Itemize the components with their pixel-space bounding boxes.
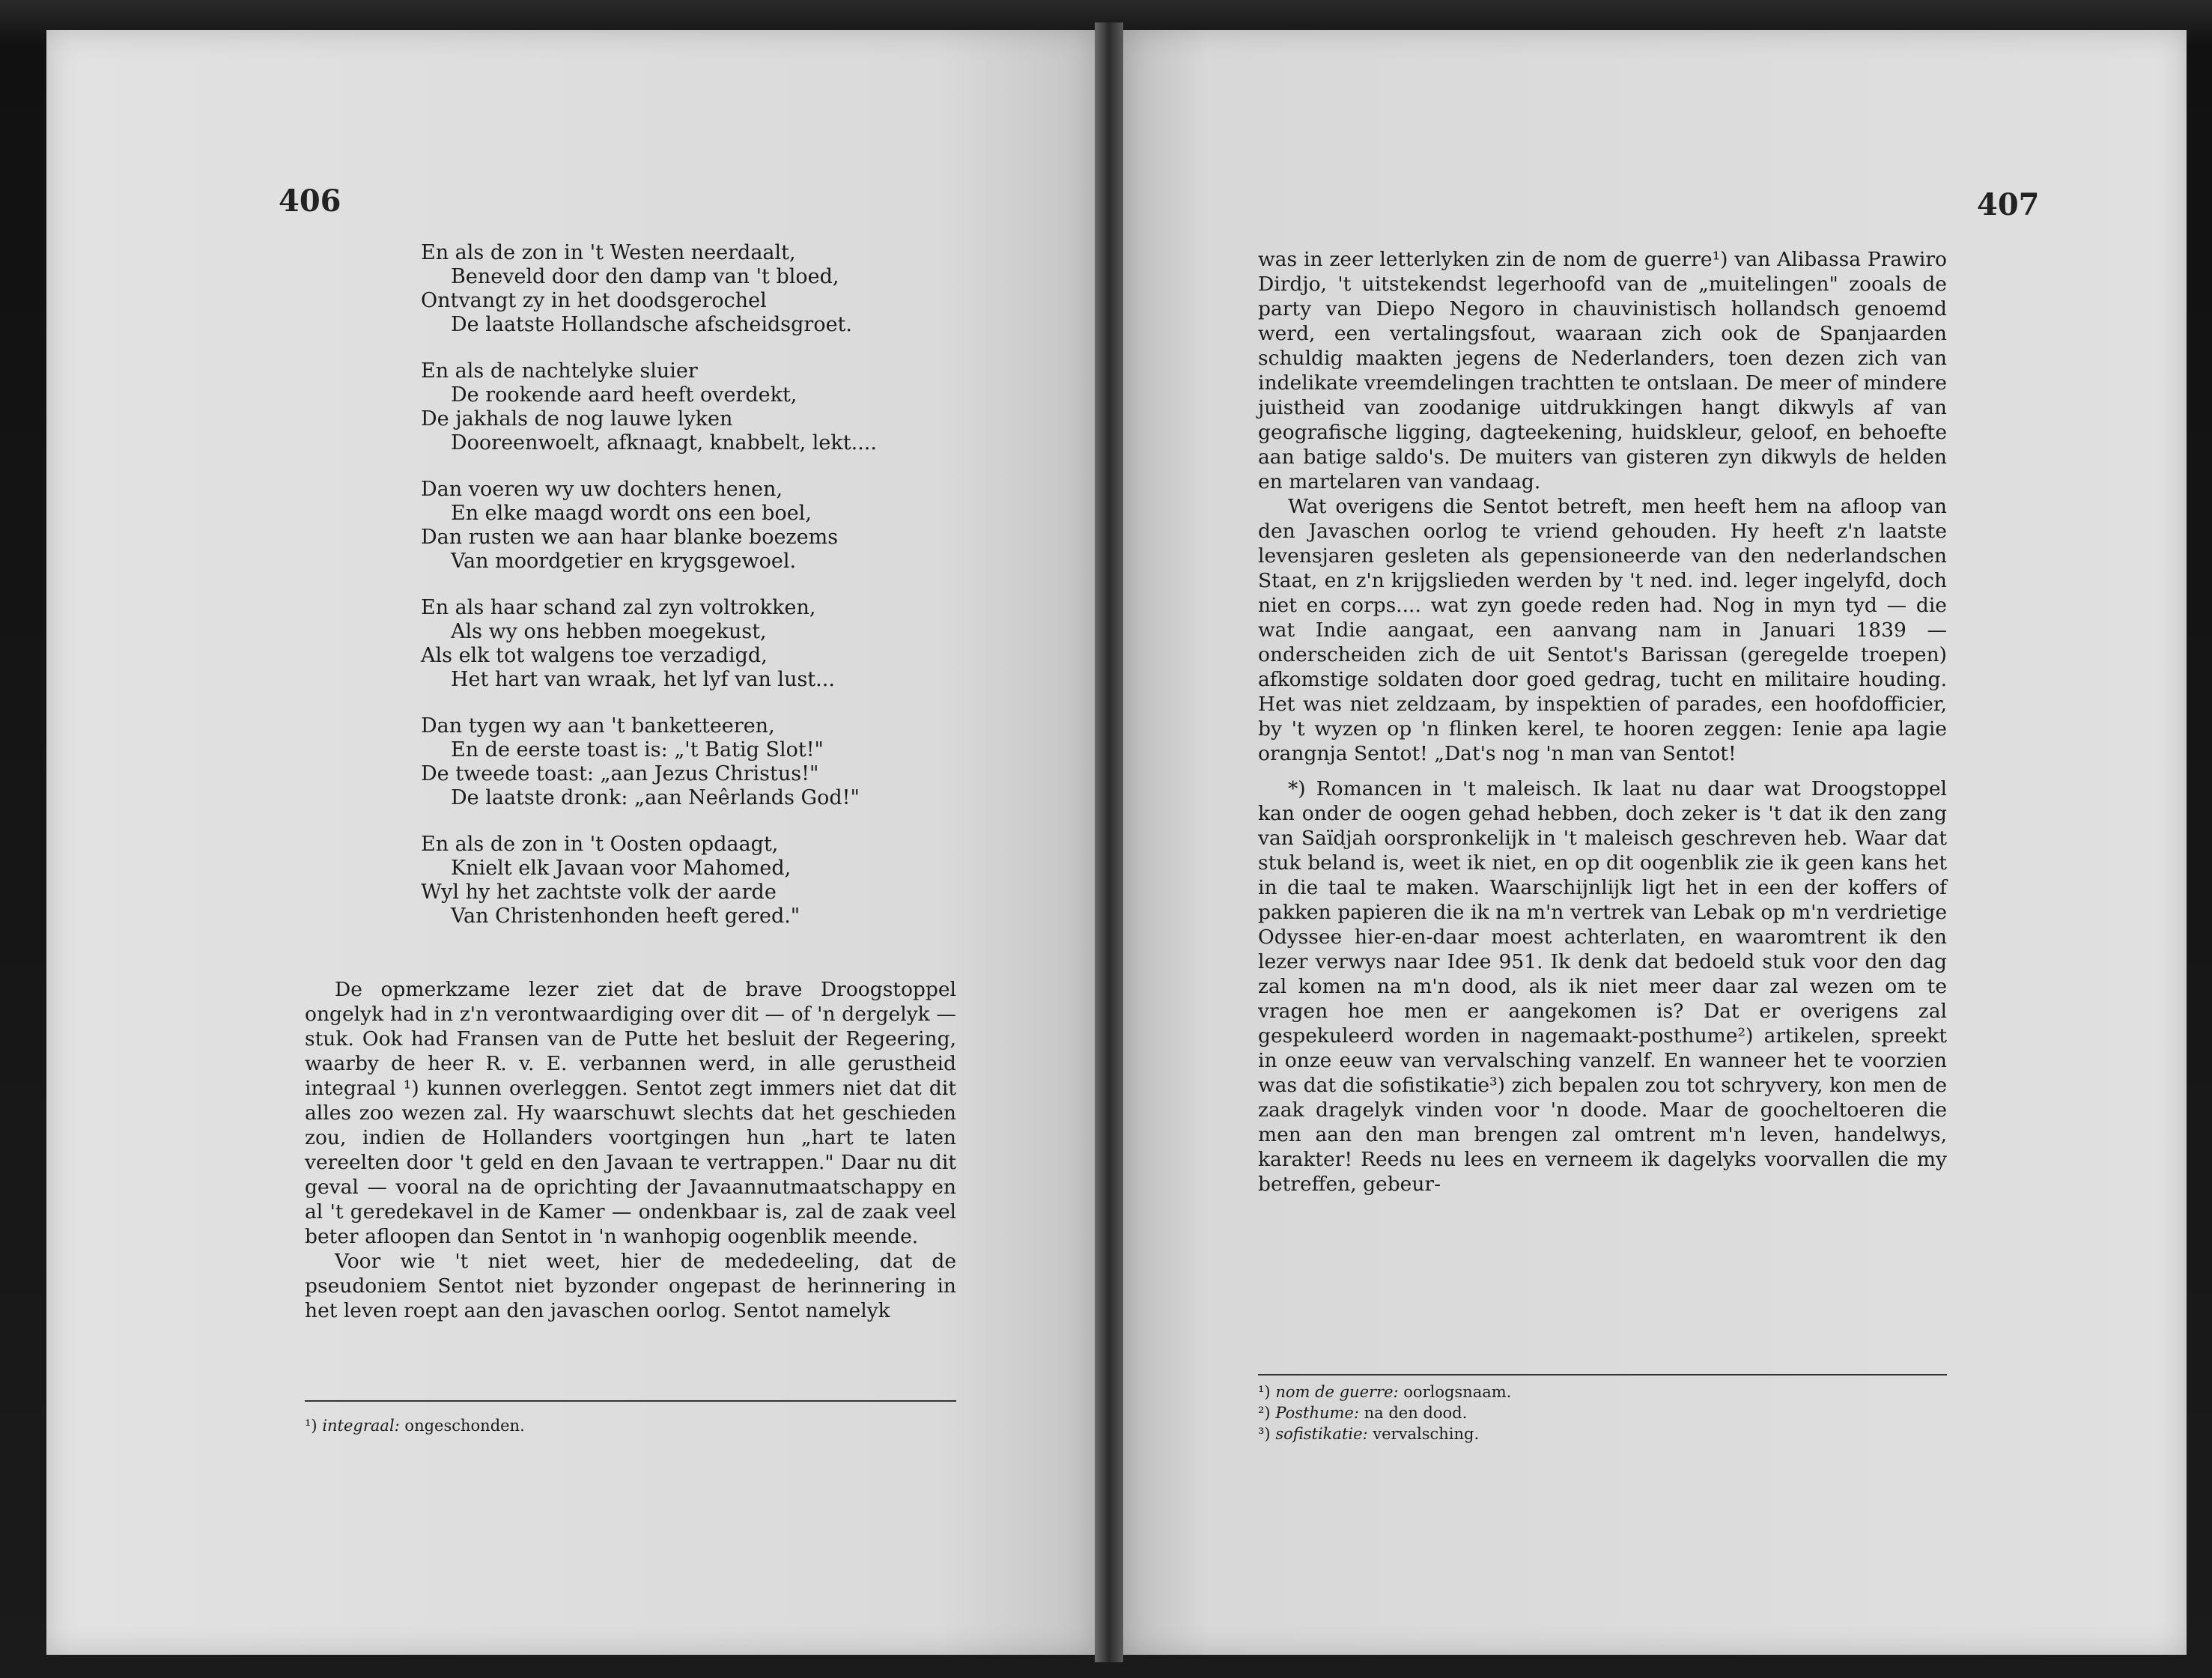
footnote-lemma: integraal: (322, 1417, 400, 1435)
poem-stanza (421, 359, 1020, 455)
footnote (1258, 1402, 1947, 1423)
poem-line: En elke maagd wordt ons een boel, (451, 502, 812, 525)
paragraph: Voor wie 't niet weet, hier de mededeeling, dat de pseudoniem Sentot niet byzonder ongepast de herinnering in het leven roept aan den javaschen oorlog. Sentot namelyk (305, 1250, 956, 1322)
footnotes-left (305, 1415, 956, 1436)
poem-line: De laatste Hollandsche afscheidsgroet. (451, 313, 852, 336)
poem-line: De jakhals de nog lauwe lyken (421, 407, 733, 431)
poem (421, 241, 1020, 951)
footnote-text: na den dood. (1364, 1404, 1468, 1422)
poem-line: En als de zon in 't Westen neerdaalt, (421, 241, 796, 264)
footnote-mark: ²) (1258, 1404, 1271, 1422)
footnote (1258, 1381, 1947, 1402)
poem-line: Als elk tot walgens toe verzadigd, (421, 644, 768, 667)
poem-line: De rookende aard heeft overdekt, (451, 383, 797, 407)
poem-stanza (421, 833, 1020, 928)
paragraph: was in zeer letterlyken zin de nom de guerre¹) van Alibassa Prawiro Dirdjo, 't uitstekendst legerhoofd van de „muitelingen" zooals de party van Diepo Negoro in chauvinistisch hollandsch genoemd werd, een vertalingsfout, waaraan zich ook de Spanjaarden schuldig maakten jegens de Nederlanders, toen dezen zich van indelikate vreemdelingen trachtten te ontslaan. De meer of mindere juistheid van zoodanige uitdrukkingen hangt dikwyls af van geografische ligging, dagteekening, huidskleur, geloof, en behoefte aan batige saldo's. De muiters van gisteren zyn dikwyls de helden en martelaren van vandaag. (1258, 248, 1947, 493)
poem-line: Knielt elk Javaan voor Mahomed, (451, 857, 791, 880)
footnote-lemma: sofistikatie: (1275, 1425, 1368, 1443)
poem-stanza (421, 478, 1020, 574)
footnote-text: vervalsching. (1373, 1425, 1480, 1443)
poem-line: En als de zon in 't Oosten opdaagt, (421, 833, 779, 856)
footnote (305, 1415, 956, 1436)
poem-line: En de eerste toast is: „'t Batig Slot!" (451, 738, 824, 762)
poem-line: Dooreenwoelt, afknaagt, knabbelt, lekt.... (451, 431, 877, 455)
poem-line: En als de nachtelyke sluier (421, 359, 698, 383)
footnote-mark: ¹) (1258, 1383, 1271, 1401)
page-number-right: 407 (1977, 187, 2040, 222)
footnote-rule-left (305, 1400, 956, 1402)
poem-stanza (421, 596, 1020, 692)
poem-line: Van Christenhonden heeft gered." (451, 905, 800, 928)
footnote-lemma: Posthume: (1275, 1404, 1359, 1422)
page-number-left: 406 (279, 183, 341, 219)
poem-line: Als wy ons hebben moegekust, (451, 620, 767, 643)
poem-line: Dan voeren wy uw dochters henen, (421, 478, 783, 501)
poem-stanza (421, 241, 1020, 337)
poem-line: En als haar schand zal zyn voltrokken, (421, 596, 816, 619)
paragraph: De opmerkzame lezer ziet dat de brave Droogstoppel ongelyk had in z'n verontwaardiging over dit — of 'n dergelyk — stuk. Ook had Fransen van de Putte het besluit der Regeering, waarby de heer R. v. E. verbannen werd, in alle gerustheid integraal ¹) kunnen overleggen. Sentot zegt immers niet dat dit alles zoo wezen zal. Hy waarschuwt slechts dat het geschieden zou, indien de Hollanders voortgingen hun „hart te laten vereelten door 't geld en den Javaan te vertrappen." Daar nu dit geval — vooral na de oprichting der Javaannutmaatschappy en al 't geredekavel in de Kamer — ondenkbaar is, zal de zaak veel beter afloopen dan Sentot in 'n wanhopig oogenblik meende. (305, 978, 956, 1248)
left-prose (305, 977, 956, 1323)
footnote-mark: ¹) (305, 1417, 317, 1435)
poem-line: Dan tygen wy aan 't banketteeren, (421, 714, 775, 738)
poem-line: Wyl hy het zachtste volk der aarde (421, 881, 777, 904)
right-prose (1258, 247, 1947, 1197)
poem-line: Het hart van wraak, het lyf van lust... (451, 668, 835, 691)
right-page (1123, 30, 2187, 1655)
poem-line: De tweede toast: „aan Jezus Christus!" (421, 762, 819, 785)
footnote-text: oorlogsnaam. (1403, 1383, 1512, 1401)
footnote-rule-right (1258, 1374, 1947, 1375)
poem-stanza (421, 714, 1020, 810)
left-page (46, 30, 1095, 1655)
footnote-lemma: nom de guerre: (1275, 1383, 1399, 1401)
poem-line: Beneveld door den damp van 't bloed, (451, 265, 839, 288)
paragraph: *) Romancen in 't maleisch. Ik laat nu daar wat Droogstoppel kan onder de oogen gehad hebben, doch zeker is 't dat ik den zang van Saïdjah oorspronkelijk in 't maleisch geschreven heb. Waar dat stuk beland is, weet ik niet, en op dit oogenblik zie ik geen kans het in die taal te maken. Waarschijnlijk ligt het in een der koffers of pakken papieren die ik na m'n vertrek van Lebak op m'n verdrietige Odyssee hier-en-daar moest achterlaten, en waaromtrent ik den lezer verwys naar Idee 951. Ik denk dat bedoeld stuk voor den dag zal komen na m'n dood, als ik niet meer daar zal wezen om te vragen hoe men er aangekomen is? Dat er overigens zal gespekuleerd worden in nagemaakt-posthume²) artikelen, spreekt in onze eeuw van vervalsching vanzelf. En wanneer het te voorzien was dat die sofistikatie³) zich bepalen zou tot schryvery, kon men de zaak dragelyk vinden voor 'n doode. Maar de goocheltoeren die men aan den man brengen zal omtrent m'n leven, handelwys, karakter! Reeds nu lees en verneem ik dagelyks voorvallen die my betreffen, gebeur- (1258, 777, 1947, 1196)
poem-line: De laatste dronk: „aan Neêrlands God!" (451, 786, 860, 809)
book-gutter (1095, 22, 1123, 1662)
poem-line: Dan rusten we aan haar blanke boezems (421, 526, 839, 549)
footnotes-right (1258, 1381, 1947, 1444)
poem-line: Ontvangt zy in het doodsgerochel (421, 289, 767, 312)
paragraph: Wat overigens die Sentot betreft, men heeft hem na afloop van den Javaschen oorlog te vriend gehouden. Hy heeft z'n laatste levensjaren gesleten als gepensioneerde van den nederlandschen Staat, en z'n krijgslieden werden by 't ned. ind. leger ingelyfd, doch niet en corps.... wat zyn goede reden had. Nog in myn tyd — die wat Indie aangaat, een aanvang nam in Januari 1839 — onderscheiden zich de uit Sentot's Barissan (geregelde troepen) afkomstige soldaten door goed gedrag, tucht en militaire houding. Het was niet zeldzaam, by inspektien of parades, een hoofdofficier, by 't wyzen op 'n flinken kerel, te hooren zeggen: Ienie apa lagie orangnja Sentot! „Dat's nog 'n man van Sentot! (1258, 495, 1947, 765)
footnote-mark: ³) (1258, 1425, 1271, 1443)
footnote-text: ongeschonden. (404, 1417, 525, 1435)
poem-line: Van moordgetier en krygsgewoel. (451, 550, 797, 573)
footnote (1258, 1423, 1947, 1444)
